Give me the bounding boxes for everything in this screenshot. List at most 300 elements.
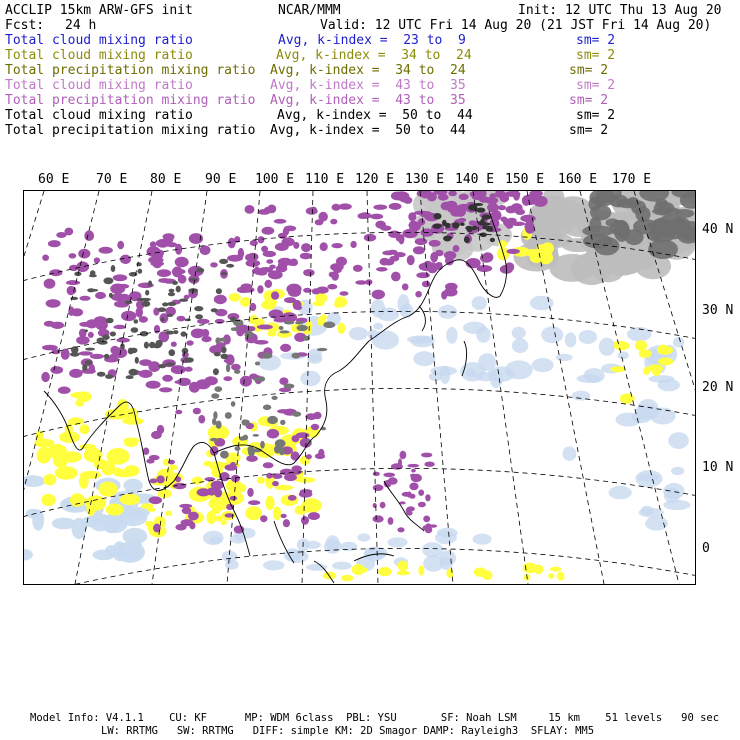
precip-upper-purple (146, 381, 161, 389)
precip-upper-purple (413, 246, 425, 254)
legend-smoothing: sm= 2 (569, 123, 609, 138)
precip-upper-purple (284, 474, 297, 481)
latitude-label: 40 N (702, 222, 734, 237)
precip-mid-yellow (238, 484, 246, 492)
precip-upper-purple (56, 232, 66, 238)
cloud-deep-gray (221, 354, 229, 360)
precip-upper-purple (238, 248, 244, 259)
precip-upper-purple (175, 257, 189, 268)
cloud-deep-gray (137, 298, 146, 301)
precip-upper-purple (394, 191, 409, 201)
cloud-deep-gray (176, 286, 181, 293)
cloud-deep-gray (90, 270, 96, 276)
precip-upper-purple (316, 287, 328, 294)
precip-upper-purple (320, 242, 328, 251)
precip-upper-purple (171, 365, 186, 374)
precip-upper-purple (416, 272, 430, 278)
cloud-deep-gray (274, 445, 281, 453)
precip-upper-purple (373, 472, 380, 476)
precip-upper-purple (350, 241, 356, 248)
precip-upper-purple (267, 205, 276, 214)
cloud-low-blue (115, 542, 145, 563)
precip-upper-purple (425, 523, 432, 529)
cloud-deep-gray (169, 349, 176, 356)
cloud-deep-gray (490, 238, 495, 242)
precip-upper-purple (281, 514, 287, 518)
precip-mid-yellow (79, 444, 96, 450)
cloud-deep-gray (292, 353, 301, 359)
precip-upper-purple (210, 262, 218, 267)
legend-field-name: Total precipitation mixing ratio (5, 93, 256, 108)
cloud-deep-gray (295, 321, 303, 324)
precip-upper-purple (276, 265, 288, 272)
precip-mid-yellow (106, 504, 124, 516)
precip-upper-purple (89, 364, 95, 374)
legend-smoothing: sm= 2 (569, 63, 609, 78)
longitude-label: 110 E (305, 172, 345, 187)
cloud-low-blue (332, 562, 352, 570)
cloud-deep-gray (106, 318, 114, 324)
forecast-label: Fcst: (5, 18, 45, 33)
precip-mid-yellow (250, 315, 258, 324)
precip-upper-purple (397, 527, 404, 532)
legend-k-index: Avg, k-index = 23 to 9 (278, 33, 466, 48)
cloud-deep-gray (292, 411, 301, 416)
cloud-low-blue (512, 338, 528, 353)
precip-upper-purple (48, 240, 61, 247)
legend-k-index: Avg, k-index = 43 to 35 (270, 78, 466, 93)
cloud-low-blue (512, 327, 526, 339)
precip-upper-purple (453, 245, 460, 252)
cloud-deep-gray (194, 306, 203, 311)
cloud-deep-gray (89, 289, 98, 292)
precip-mid-yellow (53, 454, 68, 467)
longitude-label: 160 E (558, 172, 598, 187)
cloud-low-blue (632, 411, 652, 423)
cloud-low-blue (584, 368, 605, 383)
cloud-low-blue (349, 327, 368, 340)
precip-upper-purple (525, 221, 535, 232)
precip-upper-purple (50, 366, 63, 374)
precip-upper-purple (418, 490, 424, 496)
precip-upper-purple (139, 316, 148, 323)
precip-upper-purple (355, 280, 367, 285)
precip-mid-yellow (334, 300, 340, 308)
cloud-deep-gray (213, 411, 217, 419)
precip-upper-purple (175, 244, 182, 255)
precip-mid-yellow (55, 466, 78, 480)
cloud-deep-gray (137, 269, 142, 274)
cloud-deep-gray (134, 319, 139, 323)
cloud-deep-gray (216, 421, 222, 429)
cloud-deep-gray (181, 331, 187, 336)
precip-upper-purple (58, 387, 71, 394)
cloud-low-blue (263, 560, 284, 570)
cloud-deep-gray (85, 348, 95, 351)
legend-smoothing: sm= 2 (576, 78, 616, 93)
longitude-label: 150 E (505, 172, 545, 187)
precip-upper-purple (418, 502, 426, 508)
cloud-deep-gray (142, 301, 151, 307)
precip-upper-purple (196, 379, 211, 389)
precip-mid-yellow (613, 341, 628, 345)
precip-mid-yellow (203, 461, 212, 467)
precip-mid-yellow (76, 391, 91, 402)
cloud-deep-gray (172, 281, 178, 285)
cloud-deep-gray (216, 288, 222, 294)
cloud-deep-gray (214, 352, 221, 356)
precip-upper-purple (79, 351, 93, 355)
cloud-deep-gray (156, 340, 163, 347)
precip-upper-purple (407, 255, 415, 265)
cloud-deep-gray (323, 322, 335, 329)
precip-upper-purple (250, 303, 257, 311)
precip-upper-purple (240, 376, 252, 387)
precip-upper-purple (409, 483, 418, 491)
precip-upper-purple (391, 272, 401, 282)
legend-k-index: Avg, k-index = 34 to 24 (276, 48, 472, 63)
precip-mid-yellow (221, 520, 227, 525)
field-shading (24, 191, 695, 581)
precip-upper-purple (214, 488, 222, 497)
precip-upper-purple (331, 243, 342, 248)
precip-upper-purple (79, 296, 90, 301)
precip-upper-purple (415, 238, 428, 245)
precip-mid-yellow (120, 494, 140, 505)
precip-upper-purple (121, 311, 136, 321)
precip-mid-yellow (635, 340, 647, 350)
precip-upper-purple (257, 271, 268, 276)
cloud-deep-gray (242, 419, 248, 425)
cloud-deep-gray (129, 369, 138, 376)
cloud-low-blue (673, 337, 684, 347)
cloud-low-blue (100, 514, 126, 526)
precip-upper-purple (181, 519, 194, 526)
precip-upper-purple (388, 477, 398, 485)
precip-upper-purple (306, 454, 312, 459)
precip-upper-purple (513, 191, 520, 201)
cloud-deep-gray (196, 268, 204, 273)
precip-upper-purple (171, 342, 177, 347)
precip-mid-yellow (265, 496, 274, 510)
cloud-low-blue (490, 370, 503, 389)
precip-mid-yellow (315, 293, 327, 303)
latitude-label: 30 N (702, 303, 734, 318)
precip-upper-purple (194, 329, 205, 337)
precip-upper-purple (301, 243, 311, 252)
cloud-deep-gray (263, 405, 271, 411)
precip-upper-purple (120, 255, 131, 264)
cloud-deep-gray (482, 214, 491, 219)
legend-k-index: Avg, k-index = 50 to 44 (270, 123, 466, 138)
cloud-upper-gray (610, 220, 629, 236)
precip-upper-purple (364, 234, 376, 242)
precip-mid-yellow (105, 483, 114, 496)
precip-upper-purple (260, 515, 267, 522)
cloud-deep-gray (259, 376, 265, 381)
precip-mid-yellow (222, 491, 228, 502)
legend-field-name: Total cloud mixing ratio (5, 33, 193, 48)
precip-upper-purple (188, 512, 199, 521)
precip-upper-purple (515, 209, 525, 215)
cloud-low-blue (638, 474, 659, 482)
precip-upper-purple (282, 237, 295, 246)
legend-k-index: Avg, k-index = 50 to 44 (277, 108, 473, 123)
precip-upper-purple (408, 222, 421, 228)
precip-mid-yellow (229, 293, 241, 302)
cloud-low-blue (371, 299, 385, 318)
precip-upper-purple (51, 322, 64, 329)
precip-upper-purple (283, 519, 290, 527)
precip-upper-purple (280, 344, 291, 352)
precip-upper-purple (258, 236, 265, 243)
cloud-deep-gray (297, 325, 308, 331)
longitude-label: 70 E (96, 172, 128, 187)
cloud-deep-gray (104, 354, 109, 359)
cloud-deep-gray (231, 401, 236, 407)
cloud-deep-gray (120, 343, 125, 349)
precip-upper-purple (241, 287, 255, 293)
precip-upper-purple (507, 249, 520, 254)
precip-upper-purple (186, 340, 193, 345)
precip-upper-purple (430, 252, 438, 262)
cloud-deep-gray (84, 329, 88, 332)
valid-time: Valid: 12 UTC Fri 14 Aug 20 (21 JST Fri 14 Aug 20) (320, 18, 712, 33)
cloud-deep-gray (220, 451, 229, 459)
cloud-deep-gray (255, 362, 260, 366)
precip-upper-purple (266, 473, 272, 479)
precip-upper-purple (340, 291, 349, 296)
model-info-line-2: LW: RRTMG SW: RRTMG DIFF: simple KM: 2D Smagor DAMP: Rayleigh3 SFLAY: MM5 (101, 725, 595, 737)
precip-upper-purple (380, 502, 386, 509)
org-label: NCAR/MMM (278, 3, 341, 18)
precip-upper-purple (250, 240, 258, 246)
precip-upper-purple (301, 516, 309, 525)
cloud-deep-gray (82, 364, 87, 371)
precip-upper-purple (458, 218, 466, 222)
precip-mid-yellow (80, 424, 90, 434)
precip-upper-purple (69, 253, 77, 258)
precip-upper-purple (296, 432, 310, 438)
precip-mid-yellow (240, 297, 251, 307)
map-canvas (24, 191, 695, 584)
precip-upper-purple (485, 197, 498, 204)
cloud-low-blue (32, 510, 44, 531)
precip-upper-purple (441, 291, 447, 300)
cloud-deep-gray (210, 438, 218, 442)
precip-upper-purple (311, 424, 319, 430)
precip-mid-yellow (267, 331, 277, 336)
cloud-deep-gray (97, 372, 106, 377)
precip-upper-purple (96, 321, 108, 331)
precip-upper-purple (315, 219, 324, 225)
precip-mid-yellow (397, 571, 410, 576)
precip-mid-yellow (320, 314, 327, 320)
precip-upper-purple (266, 259, 273, 264)
cloud-low-blue (435, 531, 457, 544)
legend-field-name: Total precipitation mixing ratio (5, 63, 256, 78)
cloud-deep-gray (211, 308, 218, 312)
cloud-deep-gray (182, 348, 189, 354)
cloud-low-blue (541, 326, 563, 343)
precip-upper-purple (277, 409, 291, 413)
precip-upper-purple (177, 378, 191, 386)
precip-upper-purple (425, 494, 430, 501)
precip-upper-purple (357, 213, 367, 219)
precip-upper-purple (380, 225, 391, 230)
precip-mid-yellow (610, 366, 626, 372)
cloud-deep-gray (158, 364, 166, 368)
precip-upper-purple (487, 203, 499, 212)
precip-upper-purple (269, 265, 276, 269)
precip-upper-purple (158, 278, 170, 283)
precip-upper-purple (245, 254, 255, 261)
precip-upper-purple (172, 269, 186, 275)
legend-field-name: Total cloud mixing ratio (5, 108, 193, 123)
precip-upper-purple (117, 284, 129, 289)
cloud-low-blue (305, 541, 321, 549)
cloud-deep-gray (126, 375, 134, 379)
legend-smoothing: sm= 2 (576, 48, 616, 63)
cloud-low-blue (532, 358, 554, 372)
cloud-deep-gray (261, 353, 273, 359)
precip-upper-purple (113, 325, 126, 329)
precip-upper-purple (177, 316, 186, 322)
cloud-deep-gray (215, 337, 220, 344)
precip-upper-purple (262, 227, 275, 235)
cloud-deep-gray (149, 342, 156, 348)
precip-upper-purple (306, 207, 318, 215)
cloud-deep-gray (125, 300, 133, 304)
precip-upper-purple (305, 413, 317, 420)
precip-upper-purple (189, 233, 203, 244)
cloud-deep-gray (110, 332, 116, 337)
precip-mid-yellow (114, 468, 122, 475)
precip-upper-purple (299, 491, 313, 498)
precip-upper-purple (293, 300, 302, 310)
precip-upper-purple (159, 387, 172, 392)
precip-upper-purple (288, 495, 297, 501)
precip-upper-purple (263, 462, 274, 468)
cloud-deep-gray (167, 314, 174, 317)
precip-upper-purple (424, 261, 433, 268)
cloud-low-blue (357, 533, 370, 541)
cloud-deep-gray (444, 236, 452, 240)
cloud-low-blue (400, 304, 414, 319)
precip-mid-yellow (168, 465, 177, 471)
cloud-deep-gray (465, 226, 472, 231)
precip-mid-yellow (398, 561, 409, 572)
precip-upper-purple (231, 364, 241, 371)
coastline (316, 341, 369, 436)
precip-mid-yellow (657, 346, 673, 355)
cloud-deep-gray (317, 348, 328, 351)
cloud-deep-gray (165, 362, 175, 366)
cloud-low-blue (446, 327, 457, 344)
precip-mid-yellow (446, 569, 453, 578)
cloud-deep-gray (184, 357, 194, 363)
precip-upper-purple (152, 259, 162, 268)
precip-mid-yellow (358, 567, 368, 572)
precip-upper-purple (373, 484, 384, 491)
precip-upper-purple (230, 496, 238, 501)
precip-upper-purple (272, 481, 279, 486)
precip-upper-purple (154, 325, 160, 334)
cloud-deep-gray (148, 280, 152, 286)
precip-mid-yellow (257, 477, 265, 484)
cloud-deep-gray (85, 360, 93, 365)
cloud-deep-gray (464, 236, 470, 243)
cloud-deep-gray (284, 321, 294, 325)
precip-upper-purple (136, 307, 143, 317)
cloud-low-blue (388, 537, 408, 547)
precip-upper-purple (49, 269, 62, 276)
precip-upper-purple (223, 376, 232, 381)
precip-mid-yellow (338, 323, 346, 334)
precip-mid-yellow (126, 408, 138, 423)
precip-mid-yellow (534, 565, 544, 575)
precip-upper-purple (524, 194, 538, 205)
precip-upper-purple (506, 223, 513, 228)
precip-upper-purple (197, 488, 211, 496)
forecast-map (23, 190, 696, 585)
cloud-deep-gray (244, 331, 253, 338)
precip-upper-purple (139, 359, 152, 366)
cloud-deep-gray (158, 307, 167, 312)
cloud-deep-gray (279, 326, 284, 330)
precip-mid-yellow (341, 575, 353, 582)
precip-upper-purple (71, 308, 83, 316)
cloud-low-blue (599, 338, 615, 356)
precip-upper-purple (76, 336, 90, 345)
precip-upper-purple (88, 332, 94, 338)
cloud-low-blue (93, 550, 115, 561)
precip-upper-purple (402, 283, 409, 290)
precip-upper-purple (245, 205, 255, 214)
cloud-deep-gray (272, 396, 278, 400)
precip-upper-purple (389, 203, 402, 210)
cloud-deep-gray (482, 225, 487, 229)
cloud-deep-gray (434, 224, 443, 227)
precip-upper-purple (388, 517, 394, 525)
precip-upper-purple (110, 346, 119, 355)
precip-upper-purple (376, 267, 388, 272)
precip-upper-purple (287, 261, 298, 266)
precip-upper-purple (422, 281, 430, 288)
cloud-low-blue (210, 537, 223, 544)
precip-upper-purple (79, 322, 92, 327)
precip-upper-purple (421, 453, 432, 458)
longitude-label: 130 E (405, 172, 445, 187)
cloud-low-blue (413, 351, 435, 366)
precip-upper-purple (303, 269, 314, 276)
precip-upper-purple (383, 473, 395, 478)
precip-upper-purple (42, 255, 49, 261)
precip-upper-purple (291, 451, 300, 460)
precip-upper-purple (156, 475, 164, 483)
precip-upper-purple (447, 201, 458, 211)
precip-upper-purple (46, 299, 61, 308)
cloud-deep-gray (161, 317, 165, 321)
precip-mid-yellow (94, 459, 107, 469)
precip-mid-yellow (418, 565, 424, 575)
precip-upper-purple (111, 293, 126, 301)
cloud-low-blue (668, 432, 689, 449)
legend-k-index: Avg, k-index = 43 to 35 (270, 93, 466, 108)
cloud-deep-gray (128, 348, 134, 355)
precip-upper-purple (498, 205, 507, 210)
precip-mid-yellow (557, 572, 564, 581)
